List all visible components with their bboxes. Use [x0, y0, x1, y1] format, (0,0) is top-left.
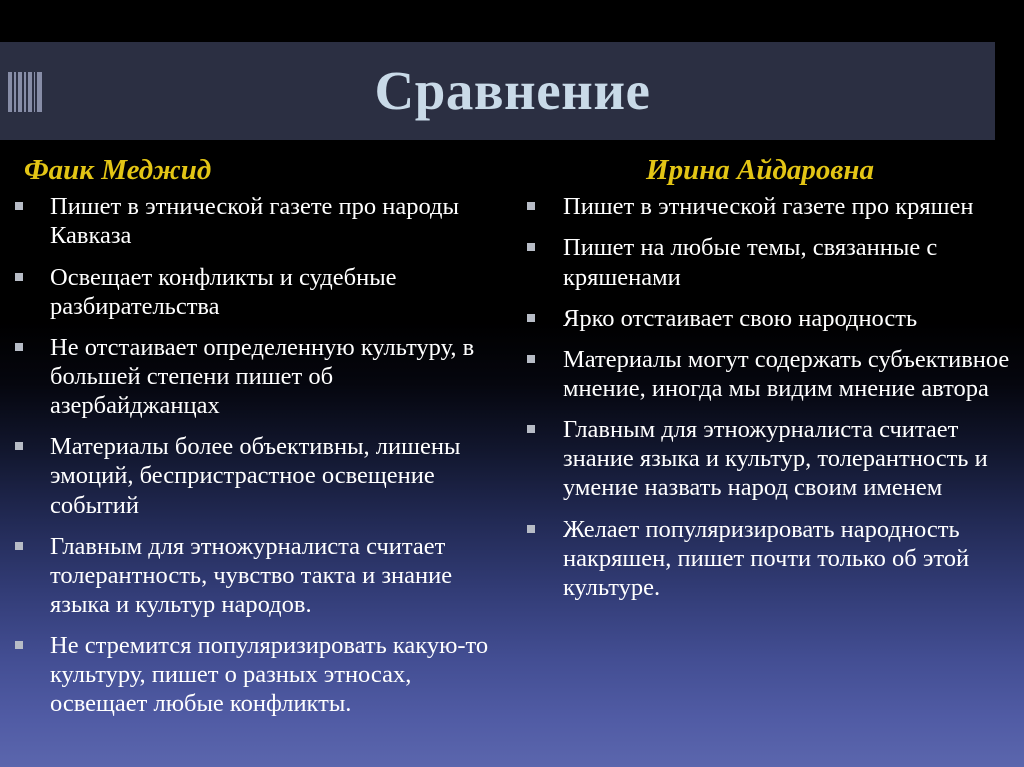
column-left-bullet-list	[6, 192, 506, 718]
list-item	[515, 233, 1015, 291]
barcode-bar	[18, 72, 22, 112]
page-title: Сравнение	[374, 60, 651, 121]
column-right	[515, 152, 1015, 614]
list-item-text: Ярко отстаивает свою народность	[563, 304, 918, 332]
bullet-square-icon	[15, 273, 23, 281]
bullet-square-icon	[527, 314, 535, 322]
list-item	[6, 432, 506, 519]
list-item	[515, 345, 1015, 403]
list-item	[515, 192, 1015, 221]
list-item-text: Желает популяризировать народность накряшен, пишет почти только об этой культуре.	[563, 515, 970, 601]
comparison-columns	[0, 152, 1024, 767]
bullet-square-icon	[15, 343, 23, 351]
list-item-text: Не стремится популяризировать какую-то культуру, пишет о разных этносах, освещает любые конфликты.	[50, 632, 489, 718]
bullet-square-icon	[527, 425, 535, 433]
column-left-heading: Фаик Меджид	[24, 154, 212, 186]
list-item-text: Главным для этножурналиста считает знание языка и культур, толерантность и умение назвать народ своим именем	[563, 416, 988, 502]
column-right-heading: Ирина Айдаровна	[646, 154, 874, 186]
bullet-square-icon	[527, 243, 535, 251]
bullet-square-icon	[15, 202, 23, 210]
bullet-square-icon	[527, 355, 535, 363]
title-band	[0, 42, 995, 140]
list-item	[515, 515, 1015, 602]
barcode-bar	[34, 72, 36, 112]
bullet-square-icon	[15, 641, 23, 649]
list-item-text: Пишет в этнической газете про кряшен	[563, 193, 974, 221]
column-right-bullet-list	[515, 192, 1015, 602]
list-item-text: Материалы могут содержать субъективное мнение, иногда мы видим мнение автора	[563, 345, 1010, 402]
list-item-text: Освещает конфликты и судебные разбирательства	[50, 263, 397, 320]
list-item-text: Пишет на любые темы, связанные с кряшенами	[563, 234, 938, 291]
bullet-square-icon	[15, 442, 23, 450]
list-item	[6, 631, 506, 718]
barcode-bar	[37, 72, 42, 112]
bullet-square-icon	[15, 542, 23, 550]
list-item-text: Не отстаивает определенную культуру, в большей степени пишет об азербайджанцах	[50, 333, 475, 420]
list-item	[6, 532, 506, 619]
list-item	[6, 263, 506, 321]
bullet-square-icon	[527, 202, 535, 210]
bullet-square-icon	[527, 525, 535, 533]
list-item-text: Материалы более объективны, лишены эмоций, беспристрастное освещение событий	[50, 433, 461, 519]
list-item	[6, 333, 506, 420]
barcode-bar	[8, 72, 12, 112]
barcode-bar	[24, 72, 26, 112]
list-item	[6, 192, 506, 250]
list-item-text: Пишет в этнической газете про народы Кавказа	[50, 193, 459, 250]
list-item-text: Главным для этножурналиста считает толерантность, чувство такта и знание языка и культур народов.	[50, 532, 453, 618]
barcode-icon	[8, 72, 42, 112]
list-item	[515, 304, 1015, 333]
list-item	[515, 415, 1015, 502]
barcode-bar	[28, 72, 32, 112]
column-left	[6, 152, 506, 731]
barcode-bar	[14, 72, 17, 112]
